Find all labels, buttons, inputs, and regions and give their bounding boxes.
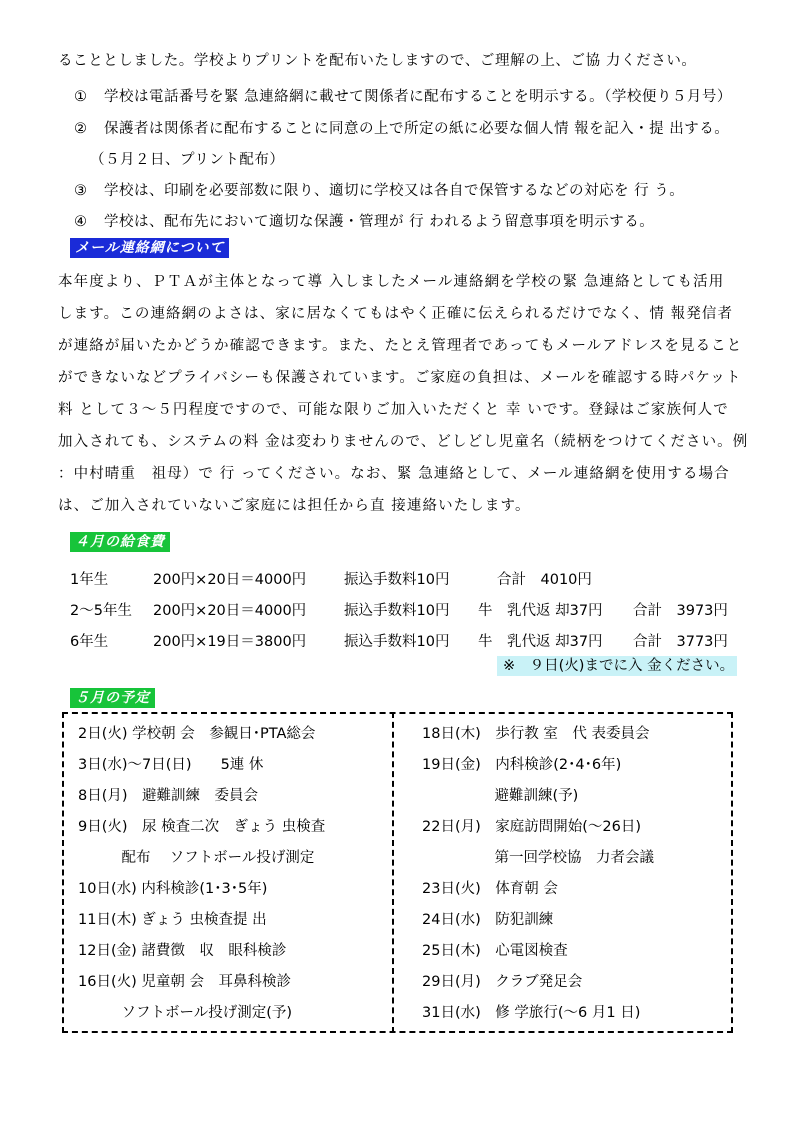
mail-section-heading: メール連絡網について <box>70 238 229 258</box>
fee-transfer: 振込手数料10円 <box>344 572 450 588</box>
fee-milk: 牛 乳代返 却37円 <box>478 634 603 650</box>
schedule-item: 23日(火) 体育朝 会 <box>422 881 558 897</box>
schedule-item: 12日(金) 諸費徴 収 眼科検診 <box>78 943 287 959</box>
schedule-item: 避難訓練(予) <box>422 788 579 804</box>
mail-paragraph-line: ：中村晴重 祖母）で 行 ってください。なお、緊 急連絡として、メール連絡網を使用する場合 <box>58 466 730 482</box>
mail-paragraph-line: が連絡が届いたかどうか確認できます。また、たとえ管理者であってもメールアドレスを見ること <box>58 338 743 354</box>
fee-calc: 200円×20日＝4000円 <box>153 572 307 588</box>
fee-transfer: 振込手数料10円 <box>344 634 450 650</box>
fee-total: 合計 3773円 <box>633 634 728 650</box>
schedule-item: 第一回学校協 力者会議 <box>422 850 654 866</box>
schedule-item: 10日(水) 内科検診(1･3･5年) <box>78 881 268 897</box>
rule-text: 学校は、配布先において適切な保護・管理が 行 われるよう留意事項を明示する。 <box>104 214 655 230</box>
mail-paragraph-line: 料 として３～５円程度ですので、可能な限りご加入いただくと 幸 いです。登録はご家族何人で <box>58 402 729 418</box>
mail-paragraph-line: は、ご加入されていないご家庭には担任から直 接連絡いたします。 <box>58 498 531 514</box>
schedule-item: 16日(火) 児童朝 会 耳鼻科検診 <box>78 974 291 990</box>
schedule-item: 25日(木) 心電図検査 <box>422 943 568 959</box>
schedule-item: 22日(月) 家庭訪問開始(～26日) <box>422 819 642 835</box>
rule-text: （５月２日、プリント配布） <box>90 152 285 168</box>
fee-grade: 2～5年生 <box>70 603 132 619</box>
schedule-item: ソフトボール投げ測定(予) <box>78 1005 293 1021</box>
fee-total: 合計 4010円 <box>497 572 592 588</box>
fee-grade: 6年生 <box>70 634 109 650</box>
schedule-divider <box>392 712 394 1033</box>
fee-grade: 1年生 <box>70 572 109 588</box>
rule-text: 保護者は関係者に配布することに同意の上で所定の紙に必要な個人情 報を記入・提 出する。 <box>104 121 730 137</box>
lunch-fee-heading: ４月の給食費 <box>70 532 170 552</box>
schedule-item: 2日(火) 学校朝 会 参観日･PTA総会 <box>78 726 316 742</box>
schedule-item: 配布 ソフトボール投げ測定 <box>78 850 315 866</box>
intro-line: ることとしました。学校よりプリントを配布いたしますので、ご理解の上、ご協 力ください。 <box>58 53 697 69</box>
mail-paragraph-line: ができないなどプライバシーも保護されています。ご家庭の負担は、メールを確認する時パケット <box>58 370 742 386</box>
schedule-item: 11日(木) ぎょう 虫検査提 出 <box>78 912 267 928</box>
rule-number: ③ <box>74 183 88 199</box>
schedule-heading: ５月の予定 <box>70 688 155 708</box>
rule-item-4 <box>74 210 654 231</box>
schedule-item: 18日(木) 歩行教 室 代 表委員会 <box>422 726 650 742</box>
fee-transfer: 振込手数料10円 <box>344 603 450 619</box>
rule-number: ② <box>74 121 88 137</box>
schedule-item: 3日(水)～7日(日) 5連 休 <box>78 757 264 773</box>
schedule-item: 29日(月) クラブ発足会 <box>422 974 583 990</box>
schedule-item: 19日(金) 内科検診(2･4･6年) <box>422 757 622 773</box>
rule-number: ④ <box>74 214 88 230</box>
rule-item-2-note <box>90 148 284 169</box>
fee-calc: 200円×19日＝3800円 <box>153 634 307 650</box>
schedule-item: 8日(月) 避難訓練 委員会 <box>78 788 259 804</box>
rule-item-1 <box>74 85 732 106</box>
schedule-item: 9日(火) 尿 検査二次 ぎょう 虫検査 <box>78 819 326 835</box>
mail-paragraph-line: します。この連絡網のよさは、家に居なくてもはやく正確に伝えられるだけでなく、情 報発信者 <box>58 306 734 322</box>
schedule-item: 31日(水) 修 学旅行(～6 月1 日) <box>422 1005 641 1021</box>
rule-item-3 <box>74 179 684 200</box>
fee-total: 合計 3973円 <box>633 603 728 619</box>
rule-item-2 <box>74 117 729 138</box>
payment-note <box>497 656 737 676</box>
schedule-item: 24日(水) 防犯訓練 <box>422 912 554 928</box>
mail-paragraph-line: 加入されても、システムの料 金は変わりませんので、どしどし児童名（続柄をつけてください。例 <box>58 434 749 450</box>
mail-paragraph-line: 本年度より、ＰＴＡが主体となって導 入しましたメール連絡網を学校の緊 急連絡としても活用 <box>58 274 725 290</box>
payment-note-text: ※ ９日(火)までに入 金ください。 <box>503 658 735 674</box>
rule-text: 学校は電話番号を緊 急連絡網に載せて関係者に配布することを明示する。（学校便り５月号） <box>104 89 732 105</box>
fee-calc: 200円×20日＝4000円 <box>153 603 307 619</box>
rule-number: ① <box>74 89 88 105</box>
fee-milk: 牛 乳代返 却37円 <box>478 603 603 619</box>
rule-text: 学校は、印刷を必要部数に限り、適切に学校又は各自で保管するなどの対応を 行 う。 <box>104 183 685 199</box>
